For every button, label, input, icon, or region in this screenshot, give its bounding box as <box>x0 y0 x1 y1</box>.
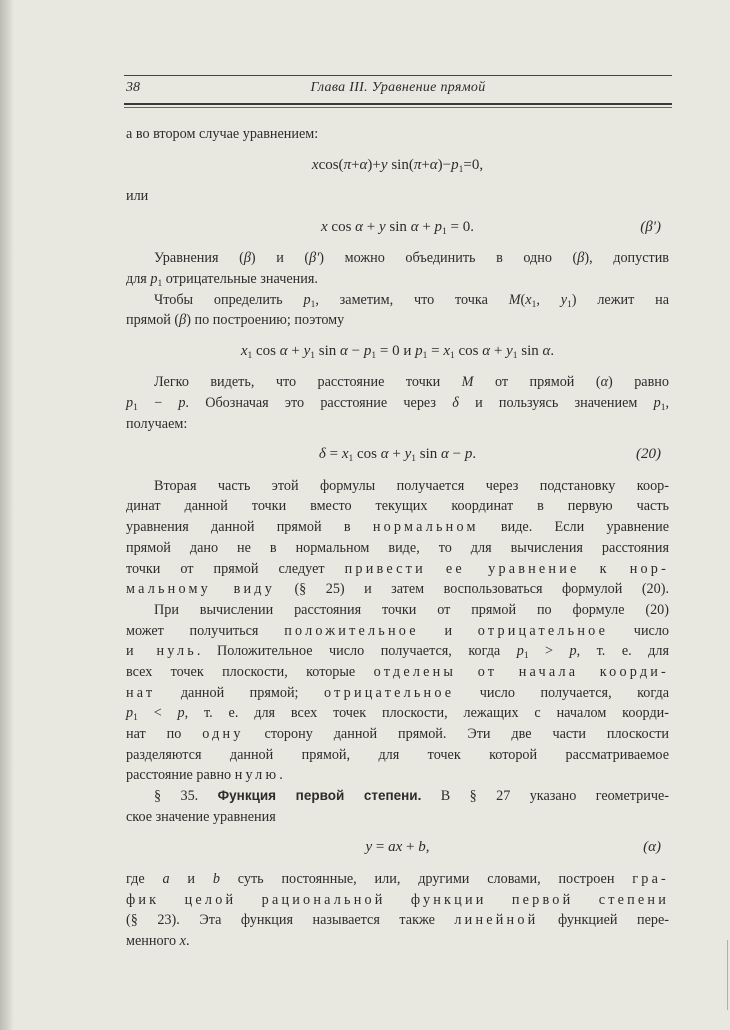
math-symbol: α <box>542 342 551 359</box>
text-run: − <box>137 394 179 411</box>
math-symbol: β′ <box>309 250 320 267</box>
text-run: . Обозначая это расстояние через <box>185 394 453 411</box>
equation-number: (β′) <box>640 218 661 235</box>
math-symbol: x <box>443 342 451 359</box>
text-line <box>126 372 669 393</box>
text-line <box>126 414 669 435</box>
subscript: 1 <box>422 350 428 361</box>
math-symbol: p <box>451 156 459 173</box>
emphasis-text: нор- <box>629 560 670 577</box>
math-symbol: b <box>418 839 426 856</box>
math-symbol: α <box>429 156 438 173</box>
subscript: 1 <box>133 713 138 724</box>
text-line <box>126 745 669 766</box>
text-run: динат данной точки вместо текущих координат в первую часть <box>126 498 669 515</box>
text-run: − <box>347 342 364 359</box>
emphasis-text: отделены от начала коорди- <box>373 663 669 680</box>
math-symbol: x <box>341 446 349 463</box>
text-run: ) равно <box>608 374 669 391</box>
emphasis-text: положительное <box>284 622 419 639</box>
equation-body <box>319 434 476 475</box>
text-run: − <box>448 446 465 463</box>
text-run: . <box>185 932 190 949</box>
text-run: отрицательные значения. <box>162 270 318 287</box>
subscript: 1 <box>660 402 666 413</box>
subscript: 1 <box>247 350 253 361</box>
text-line <box>126 248 669 269</box>
math-symbol: β <box>577 250 585 267</box>
text-run: sin <box>416 446 442 463</box>
math-symbol: x <box>179 932 186 949</box>
math-symbol: α <box>410 218 419 235</box>
emphasis-text: нормальном <box>372 519 479 536</box>
section-heading: Функция первой степени. <box>217 788 422 804</box>
math-symbol: β <box>243 250 251 267</box>
subscript: 1 <box>411 454 417 465</box>
text-run: + <box>388 446 405 463</box>
text-run: = 0. <box>446 218 474 235</box>
math-symbol: α <box>482 342 491 359</box>
equation-body <box>365 827 429 868</box>
text-run <box>580 561 600 577</box>
emphasis-text: нат <box>126 684 156 701</box>
text-run: . <box>550 342 555 359</box>
text-line <box>126 621 669 642</box>
text-run <box>610 561 630 577</box>
equation <box>126 145 669 186</box>
text-run: число получается, когда <box>454 684 669 701</box>
emphasis-text: нулю <box>234 767 280 784</box>
emphasis-text: фик целой рациональной функции первой степени <box>126 891 669 908</box>
text-run: или <box>126 188 149 205</box>
emphasis-text: гра- <box>632 870 669 887</box>
math-symbol: α <box>441 446 449 463</box>
text-line <box>126 517 669 538</box>
text-run: . Положительное число получается, когда <box>196 643 517 660</box>
text-run: Легко видеть, что расстояние точки <box>154 374 462 391</box>
math-symbol: δ <box>452 394 459 411</box>
text-line <box>126 476 669 497</box>
text-line <box>126 579 669 600</box>
text-run: = <box>427 342 444 359</box>
text-line <box>126 538 669 559</box>
math-symbol: y <box>380 156 388 173</box>
text-run: , <box>665 394 669 411</box>
text-run: ское значение уравнения <box>126 808 276 825</box>
math-symbol: α <box>340 342 348 359</box>
math-symbol: α <box>355 218 364 235</box>
emphasis-text: отрицательное <box>477 622 609 639</box>
math-symbol: y <box>379 218 386 235</box>
text-run: , <box>425 839 430 856</box>
text-run: ) и ( <box>250 250 310 267</box>
equation <box>126 331 669 372</box>
subscript: 1 <box>523 651 529 662</box>
text-run: cos <box>327 218 356 235</box>
text-line <box>126 496 669 517</box>
header-rule-top <box>124 75 672 76</box>
text-run: (§ 23). Эта функция называется также <box>126 912 455 929</box>
text-line <box>126 786 669 807</box>
text-run: суть постоянные, или, другими словами, построен <box>219 870 633 887</box>
text-run: . <box>472 446 477 463</box>
text-run: ), допустив <box>584 250 670 267</box>
text-run: + <box>351 156 360 173</box>
subscript: 1 <box>310 299 316 310</box>
text-run: данной прямой; <box>155 684 324 701</box>
text-run: + <box>402 839 419 856</box>
text-run: sin <box>517 342 543 359</box>
text-run: < <box>137 705 178 722</box>
subscript: 1 <box>371 350 377 361</box>
page-number: 38 <box>126 80 140 95</box>
emphasis-text: привести <box>344 560 426 577</box>
text-line <box>126 890 669 911</box>
text-run: sin( <box>387 156 414 173</box>
text-run: . <box>279 767 283 784</box>
text-line <box>126 931 669 952</box>
text-run: При вычислении расстояния точки от прямой по формуле (20) <box>154 601 669 618</box>
text-run: = <box>372 839 389 856</box>
math-symbol: α <box>380 446 389 463</box>
math-symbol: p <box>126 394 134 411</box>
math-symbol: y <box>560 291 568 308</box>
text-run: ) можно объединить в одно ( <box>319 250 578 267</box>
text-line <box>126 910 669 931</box>
text-run: для <box>126 270 151 287</box>
text-run: , т. е. для <box>576 643 670 660</box>
text-run: Уравнения ( <box>154 250 244 267</box>
text-run: + <box>418 218 435 235</box>
emphasis-text: одну <box>202 726 244 742</box>
math-symbol: p <box>653 394 661 411</box>
subscript: 1 <box>458 164 464 175</box>
emphasis-text: линейной <box>454 912 539 929</box>
text-line <box>126 393 669 414</box>
text-line <box>126 269 669 290</box>
math-symbol: x <box>525 291 532 308</box>
text-line <box>126 310 669 331</box>
text-run: функцией пере- <box>538 912 670 929</box>
text-run: число <box>608 622 670 639</box>
text-line <box>126 290 669 311</box>
text-line <box>126 724 669 745</box>
text-run <box>426 561 446 577</box>
subscript: 1 <box>348 454 354 465</box>
equation <box>126 434 669 475</box>
text-run: =0, <box>463 156 484 173</box>
text-run: , заметим, что точка <box>315 291 509 308</box>
text-run: может получиться <box>126 622 285 639</box>
math-symbol: p <box>303 291 311 308</box>
math-symbol: p <box>177 705 185 722</box>
math-symbol: α <box>279 342 288 359</box>
subscript: 1 <box>531 299 537 310</box>
text-run: ) лежит на <box>571 291 670 308</box>
subscript: 1 <box>442 226 447 237</box>
page-body <box>126 124 669 952</box>
text-run: прямой дано не в нормальном виде, то для вычисления расстояния <box>126 539 669 556</box>
scan-artifact-line <box>727 940 728 1010</box>
math-symbol: y <box>365 839 373 856</box>
text-line <box>126 186 669 207</box>
text-run: ) по построению; поэтому <box>186 312 345 329</box>
subscript: 1 <box>310 350 316 361</box>
text-run: В § 27 указано геометриче- <box>421 788 669 805</box>
math-symbol: y <box>506 342 513 359</box>
text-run: + <box>363 218 379 235</box>
text-run: cos <box>353 446 381 463</box>
text-line <box>126 641 669 662</box>
math-symbol: x <box>240 342 248 359</box>
text-run: cos <box>252 342 280 359</box>
text-line <box>126 765 669 786</box>
emphasis-text: к <box>599 560 610 577</box>
text-run: sin <box>385 218 411 235</box>
text-run: всех точек плоскости, которые <box>126 663 374 680</box>
subscript: 1 <box>512 350 518 361</box>
math-symbol: α <box>600 374 609 391</box>
emphasis-text: отрицательное <box>324 684 455 701</box>
math-symbol: p <box>150 270 158 287</box>
math-symbol: p <box>464 446 473 463</box>
text-run: § 35. <box>154 788 218 805</box>
equation <box>126 207 669 248</box>
text-run: )+ <box>367 156 381 173</box>
equation-number: (20) <box>636 446 661 463</box>
emphasis-text: ее уравнение <box>445 560 580 577</box>
emphasis-text: и нуль <box>126 643 197 660</box>
math-symbol: π <box>343 156 352 173</box>
text-run: а во втором случае уравнением: <box>126 126 319 142</box>
text-line <box>126 600 669 621</box>
text-run: менного <box>126 932 180 949</box>
text-run: получаем: <box>126 415 188 432</box>
text-run: (§ 25) и затем воспользоваться формулой (20). <box>275 581 669 598</box>
math-symbol: π <box>413 156 422 173</box>
math-symbol: b <box>212 870 220 887</box>
text-run: sin <box>315 342 341 359</box>
math-symbol: y <box>303 342 311 359</box>
text-line <box>126 703 669 724</box>
text-run: сторону данной прямой. Эти две части плоскости <box>243 726 669 742</box>
text-run: от прямой ( <box>473 374 601 391</box>
text-run: расстояние равно <box>126 767 235 784</box>
subscript: 1 <box>157 278 163 289</box>
math-symbol: p <box>434 218 443 235</box>
equation <box>126 827 669 868</box>
subscript: 1 <box>567 299 572 310</box>
text-line <box>126 559 669 580</box>
math-symbol: M <box>508 291 521 308</box>
text-run: и <box>418 622 478 639</box>
text-run: и <box>169 870 213 887</box>
text-run: разделяются данной прямой, для точек которой рассматриваемое <box>126 746 669 763</box>
text-run: нат по <box>126 726 203 742</box>
text-run: ( <box>520 291 526 308</box>
equation-body <box>312 145 483 186</box>
text-run: )− <box>437 156 452 173</box>
text-run: + <box>421 156 430 173</box>
chapter-title: Глава III. Уравнение прямой <box>310 80 486 95</box>
math-symbol: p <box>516 643 524 660</box>
text-run: Вторая часть этой формулы получается через подстановку коор- <box>154 477 669 494</box>
math-symbol: p <box>569 643 577 660</box>
text-run: прямой ( <box>126 312 180 329</box>
text-run: + <box>490 342 507 359</box>
text-run: , т. е. для всех точек плоскости, лежащих с началом коорди- <box>184 705 669 722</box>
equation-number: (α) <box>643 839 661 856</box>
text-line <box>126 124 669 145</box>
text-run: cos( <box>318 156 344 173</box>
text-run: > <box>528 643 570 660</box>
text-line <box>126 662 669 683</box>
math-symbol: y <box>404 446 412 463</box>
text-run: = 0 и <box>376 342 416 359</box>
text-line <box>126 869 669 890</box>
text-line <box>126 683 669 704</box>
math-symbol: x <box>311 156 319 173</box>
text-run: уравнения данной прямой в <box>126 519 373 536</box>
subscript: 1 <box>450 350 455 361</box>
math-symbol: β <box>179 312 187 329</box>
math-symbol: δ <box>318 446 326 463</box>
text-run: cos <box>454 342 483 359</box>
header-rule-bottom <box>124 103 672 105</box>
text-run: где <box>126 870 163 887</box>
math-symbol: p <box>363 342 372 359</box>
math-symbol: a <box>162 870 170 887</box>
text-run: Чтобы определить <box>154 291 304 308</box>
math-symbol: ax <box>388 839 403 856</box>
text-run: , <box>536 291 561 308</box>
text-line <box>126 807 669 828</box>
math-symbol: x <box>320 218 328 235</box>
header-rule-bottom-thin <box>124 107 672 108</box>
emphasis-text: мальному виду <box>126 581 275 598</box>
math-symbol: p <box>126 705 134 722</box>
text-run: = <box>325 446 342 463</box>
equation-body <box>321 207 474 248</box>
text-run: и пользуясь значением <box>458 394 654 411</box>
equation-body <box>241 331 554 372</box>
text-run: точки от прямой следует <box>126 560 345 577</box>
math-symbol: p <box>415 342 423 359</box>
math-symbol: α <box>359 156 368 173</box>
math-symbol: p <box>178 394 186 411</box>
page-edge-shadow <box>0 0 14 1030</box>
math-symbol: M <box>461 374 474 391</box>
text-run: + <box>287 342 304 359</box>
text-run: виде. Если уравнение <box>478 519 669 536</box>
subscript: 1 <box>133 402 138 413</box>
